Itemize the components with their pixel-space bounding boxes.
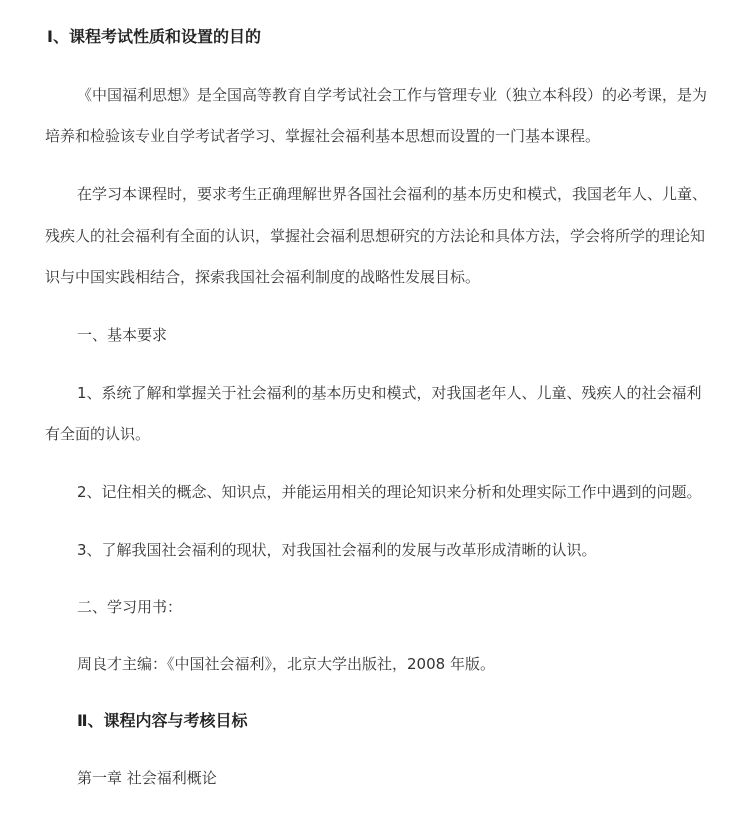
requirement-3: 3、了解我国社会福利的现状，对我国社会福利的发展与改革形成清晰的认识。 <box>77 541 597 559</box>
chapter-1-title: 第一章 社会福利概论 <box>77 769 217 787</box>
paragraph-2-line-3: 识与中国实践相结合，探索我国社会福利制度的战略性发展目标。 <box>45 268 481 286</box>
requirement-1-line-2: 有全面的认识。 <box>45 425 151 443</box>
paragraph-1-line-2: 培养和检验该专业自学考试者学习、掌握社会福利基本思想而设置的一门基本课程。 <box>45 127 601 145</box>
requirement-2: 2、记住相关的概念、知识点，并能运用相关的理论知识来分析和处理实际工作中遇到的问题。 <box>77 483 702 501</box>
paragraph-2-line-1: 在学习本课程时，要求考生正确理解世界各国社会福利的基本历史和模式，我国老年人、儿童、 <box>77 185 708 203</box>
section-2-heading: Ⅱ、课程内容与考核目标 <box>77 711 248 730</box>
paragraph-2-line-2: 残疾人的社会福利有全面的认识，掌握社会福利思想研究的方法论和具体方法，学会将所学的理论知 <box>45 227 706 245</box>
requirements-heading: 一、基本要求 <box>77 326 168 344</box>
textbook-citation: 周良才主编：《中国社会福利》，北京大学出版社，2008 年版。 <box>77 655 495 673</box>
requirement-1-line-1: 1、系统了解和掌握关于社会福利的基本历史和模式，对我国老年人、儿童、残疾人的社会福利 <box>77 384 702 402</box>
paragraph-1-line-1: 《中国福利思想》是全国高等教育自学考试社会工作与管理专业（独立本科段）的必考课，是为 <box>77 86 708 104</box>
section-1-heading: Ⅰ、课程考试性质和设置的目的 <box>47 27 261 46</box>
books-heading: 二、学习用书： <box>77 598 183 616</box>
